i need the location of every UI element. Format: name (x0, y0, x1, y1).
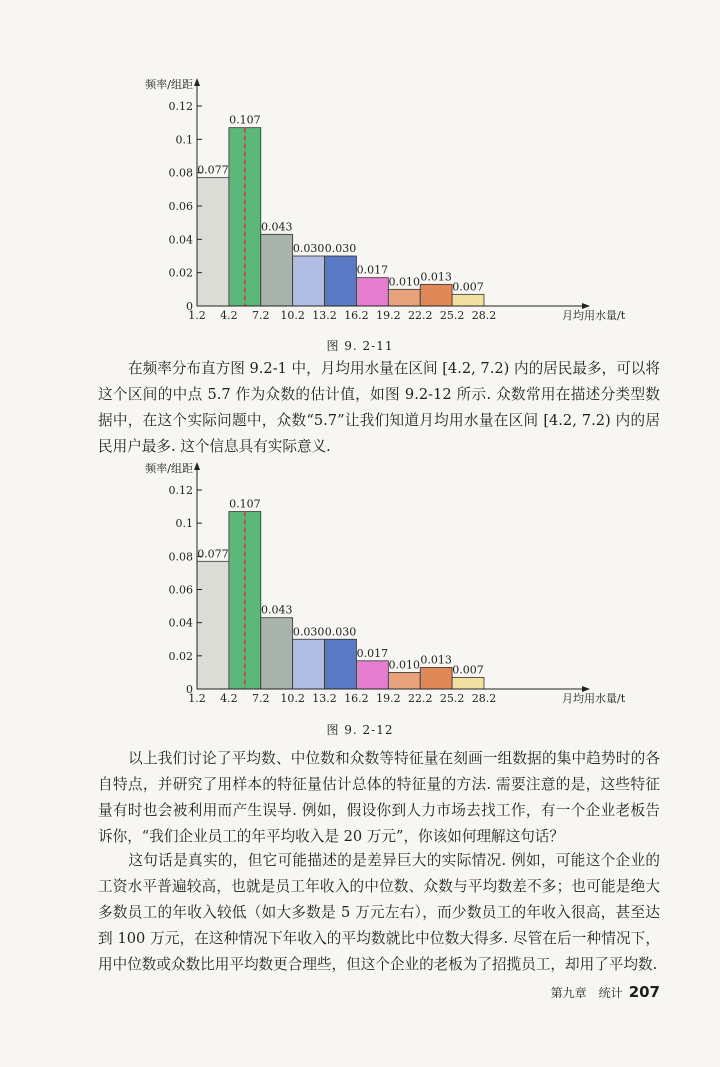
x-tick-label: 10.2 (280, 692, 305, 705)
bar-value-label: 0.030 (324, 625, 357, 639)
y-axis-label: 频率/组距 (145, 78, 193, 91)
histogram-bar (293, 256, 325, 306)
bar-value-label: 0.043 (260, 603, 293, 617)
y-tick-label: 0.06 (168, 200, 193, 213)
paragraph-3 (98, 848, 660, 978)
x-tick-label: 4.2 (220, 692, 238, 705)
histogram-chart-2 (0, 458, 720, 713)
histogram-svg-2 (0, 458, 720, 713)
x-tick-label: 16.2 (344, 309, 369, 322)
x-tick-label: 1.2 (188, 692, 206, 705)
histogram-bar (356, 278, 388, 306)
histogram-chart-1 (0, 70, 720, 330)
x-tick-label: 25.2 (439, 309, 465, 322)
histogram-bar (197, 561, 229, 689)
bar-value-label: 0.107 (229, 113, 261, 127)
x-tick-label: 28.2 (471, 309, 497, 322)
x-tick-label: 28.2 (471, 692, 497, 705)
histogram-bar (197, 178, 229, 306)
y-tick-label: 0.08 (168, 550, 193, 564)
y-tick-label: 0.04 (168, 233, 193, 247)
bar-value-label: 0.010 (388, 275, 421, 289)
y-tick-label: 0.12 (168, 484, 193, 497)
bar-value-label: 0.007 (452, 280, 484, 294)
x-tick-label: 13.2 (312, 309, 337, 322)
x-tick-label: 19.2 (376, 309, 401, 322)
y-axis-arrow (194, 462, 200, 470)
bar-value-label: 0.077 (197, 547, 229, 561)
y-tick-label: 0.1 (175, 517, 193, 531)
x-tick-label: 7.2 (252, 692, 270, 705)
histogram-bar (325, 639, 357, 689)
x-tick-label: 25.2 (439, 692, 465, 705)
x-tick-label: 1.2 (188, 309, 206, 322)
bar-value-label: 0.107 (229, 497, 261, 511)
histogram-bar (261, 618, 293, 689)
bar-value-label: 0.007 (452, 663, 484, 677)
paragraph-1 (98, 356, 660, 460)
y-tick-label: 0.04 (168, 616, 193, 630)
x-tick-label: 22.2 (407, 309, 433, 322)
x-tick-label: 4.2 (220, 309, 238, 322)
figure-caption-2: 图 9. 2-12 (326, 723, 394, 737)
histogram-bar (261, 234, 293, 306)
y-tick-label: 0.12 (168, 100, 193, 113)
bar-value-label: 0.013 (420, 270, 452, 284)
histogram-bar (388, 289, 420, 306)
y-axis-arrow (194, 78, 200, 86)
bar-value-label: 0.030 (292, 242, 325, 255)
x-tick-label: 19.2 (376, 692, 401, 705)
y-tick-label: 0.02 (168, 266, 193, 280)
x-tick-label: 16.2 (344, 692, 369, 705)
histogram-svg-1 (0, 70, 720, 330)
y-tick-label: 0 (186, 300, 193, 313)
histogram-bar (388, 672, 420, 689)
y-tick-label: 0.02 (168, 649, 193, 663)
x-axis-label: 月均用水量/t (562, 309, 626, 322)
histogram-bar (325, 256, 357, 306)
x-tick-label: 10.2 (280, 309, 305, 322)
histogram-bar (356, 661, 388, 689)
paragraph-2-text: 以上我们讨论了平均数、中位数和众数等特征量在刻画一组数据的集中趋势时的各自特点，并研究了用样本的特征量估计总体的特征量的方法. 需要注意的是，这些特征量有时也会被利用而产生误导. 例如，假设你到人力市场去找工作，有一个企业老板告诉你，“我们企业员工的年平均收入是 20 万元”，你该如何理解这句话？ (98, 750, 660, 845)
x-tick-label: 13.2 (312, 692, 337, 705)
x-tick-label: 22.2 (407, 692, 433, 705)
histogram-bar (293, 639, 325, 689)
y-axis-label: 频率/组距 (145, 462, 193, 475)
bar-value-label: 0.017 (356, 263, 389, 277)
bar-value-label: 0.043 (260, 220, 293, 234)
x-axis-label: 月均用水量/t (562, 692, 626, 705)
y-tick-label: 0.06 (168, 583, 193, 597)
y-tick-label: 0.1 (175, 133, 193, 147)
figure-caption-1: 图 9. 2-11 (326, 339, 394, 353)
histogram-bar (452, 294, 484, 306)
paragraph-2 (98, 746, 660, 850)
bar-value-label: 0.010 (388, 658, 421, 672)
bar-value-label: 0.030 (324, 242, 357, 255)
bar-value-label: 0.013 (420, 653, 452, 667)
paragraph-1-text: 在频率分布直方图 9.2-1 中，月均用水量在区间 [4.2, 7.2) 内的居民最多，可以将这个区间的中点 5.7 作为众数的估计值，如图 9.2-12 所示. 众数常用在描述分类型数据中，在这个实际问题中，众数“5.7”让我们知道月均用水量在区间 [4.2, 7.2) 内的居民用户最多. 这个信息具有实际意义. (98, 360, 660, 455)
bar-value-label: 0.017 (356, 646, 389, 660)
y-tick-label: 0.08 (168, 166, 193, 180)
y-tick-label: 0 (186, 683, 193, 696)
page-number: 207 (628, 983, 660, 1001)
bar-value-label: 0.077 (197, 163, 229, 177)
bar-value-label: 0.030 (292, 625, 325, 639)
paragraph-3-text: 这句话是真实的，但它可能描述的是差异巨大的实际情况. 例如，可能这个企业的工资水平普遍较高，也就是员工年收入的中位数、众数与平均数差不多；也可能是绝大多数员工的年收入较低（如大多数是 5 万元左右），而少数员工的年收入很高，甚至达到 100 万元，在这种情况下年收入的平均数就比中位数大得多. 尽管在后一种情况下，用中位数或众数比用平均数更合理些，但这个企业的老板为了招揽员工，却用了平均数. (98, 852, 660, 973)
histogram-bar (420, 667, 452, 689)
page-footer (520, 983, 660, 1001)
histogram-bar (420, 284, 452, 306)
histogram-bar (452, 677, 484, 689)
x-tick-label: 7.2 (252, 309, 270, 322)
chapter-label: 第九章 统计 (550, 986, 623, 1000)
